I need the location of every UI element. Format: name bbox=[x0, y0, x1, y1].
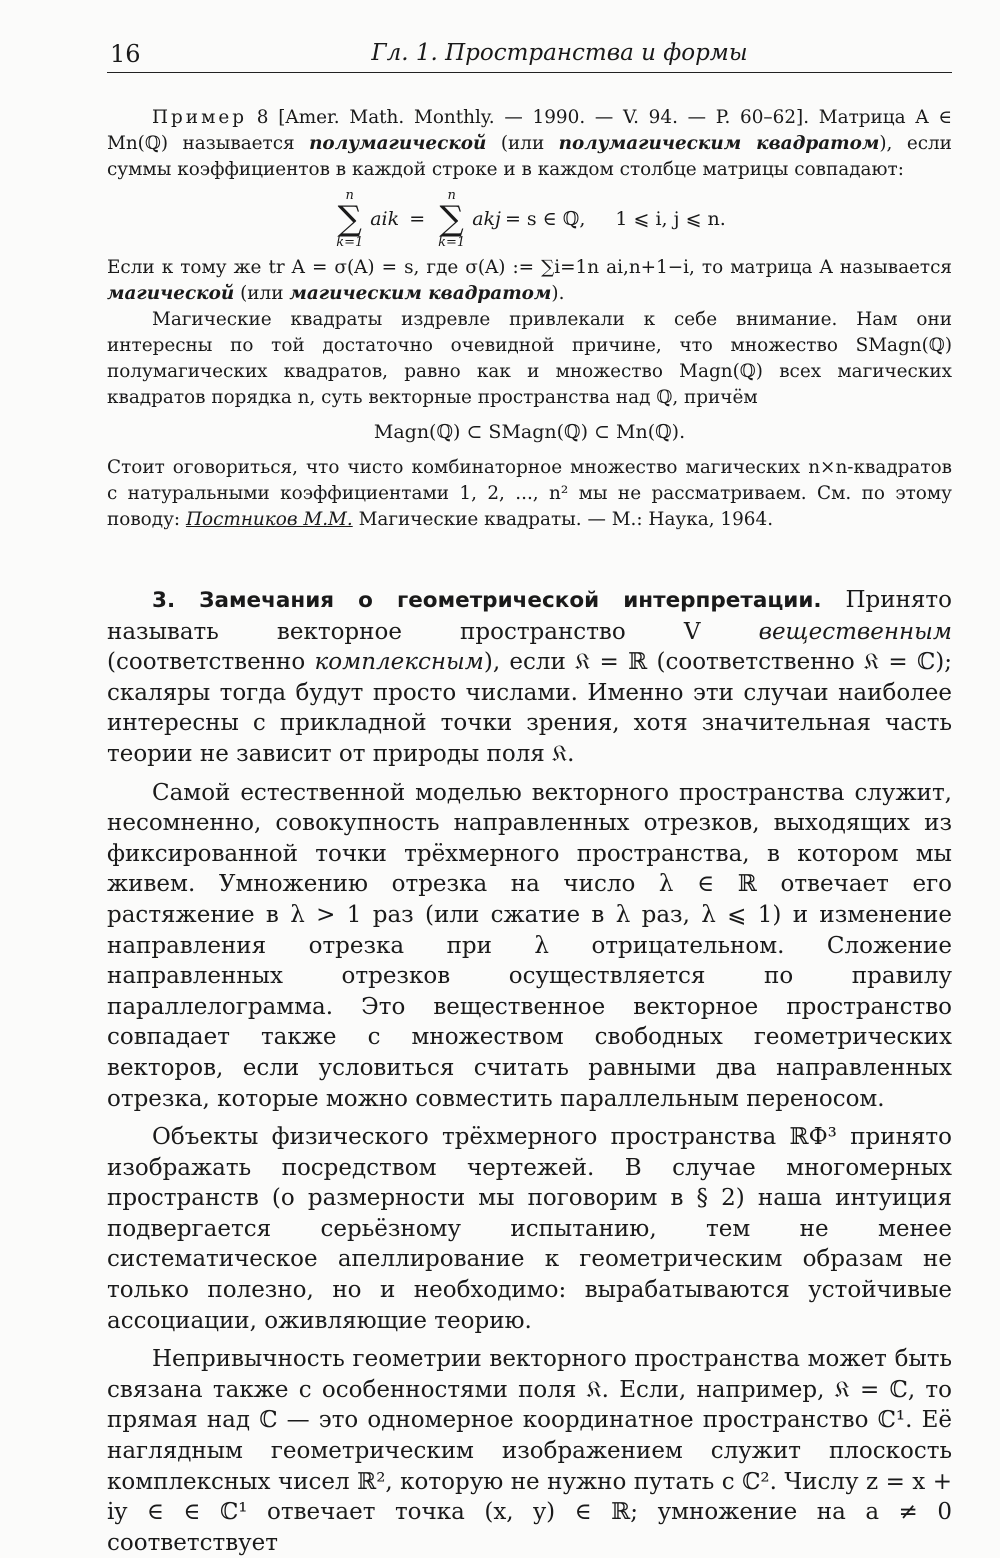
caveat-paragraph bbox=[107, 455, 952, 533]
term-magic-square: магическим квадратом bbox=[289, 283, 552, 304]
example-citation: [Amer. Math. Monthly. — 1990. — V. 94. — P. 60–62]. Матрица bbox=[278, 107, 906, 128]
formula-term-2: akj bbox=[472, 208, 501, 230]
magic-def-end: ). bbox=[551, 283, 565, 304]
objects-paragraph: Объекты физического трёхмерного пространства ℝФ³ принято изображать посредством чертежей. В случае многомерных пространств (о размерности мы поговорим в § 2) наша интуиция подвергается серьёзному испытанию, тем не менее систематическое апеллирование к геометрическим образам не только полезно, но и необходимо: вырабатываются устойчивые ассоциации, оживляющие теорию. bbox=[107, 1124, 952, 1334]
unusual-geometry-paragraph: Непривычность геометрии векторного пространства может быть связана также с особенностями поля 𝔎. Если, например, 𝔎 = ℂ, то прямая над ℂ — это одномерное координатное пространство ℂ¹. Её наглядным геометрическим изображением служит плоскость комплексных чисел ℝ², которую не нужно путать с ℂ². Числу z = x + iy ∈ ∈ ℂ¹ отвечает точка (x, y) ∈ ℝ; умножение на a ≠ 0 соответствует bbox=[107, 1346, 952, 1556]
sum-symbol-1: n ∑ k=1 bbox=[336, 188, 364, 250]
page-number: 16 bbox=[110, 40, 141, 68]
term-semimagic: полумагической bbox=[309, 133, 487, 154]
formula-inclusions: Magn(ℚ) ⊂ SMagn(ℚ) ⊂ Mn(ℚ). bbox=[373, 421, 686, 443]
section-3-text-2: (соответственно bbox=[107, 649, 306, 676]
section-3-title: 3. Замечания о геометрической интерпретации. bbox=[152, 588, 822, 613]
section-3-text-3: ), если 𝔎 = ℝ (соответственно 𝔎 = ℂ); скаляры тогда будут просто числами. Именно эти случаи наиболее интересны с прикладной точки зрения, хотя значительная часть теории не зависит от природы поля 𝔎. bbox=[107, 649, 952, 767]
term-magic: магической bbox=[107, 283, 235, 304]
sum-symbol-2: n ∑ k=1 bbox=[438, 188, 466, 250]
term-complex: комплексным bbox=[314, 649, 484, 676]
term-semimagic-square: полумагическим квадратом bbox=[558, 133, 880, 154]
example-line3: суммы коэффициентов в каждой строке и в каждом столбце матрицы совпадают: bbox=[107, 159, 904, 180]
formula-rhs: = s ∈ ℚ, bbox=[504, 208, 586, 230]
main-text bbox=[107, 585, 952, 1558]
term-real: вещественным bbox=[758, 618, 952, 645]
magic-squares-paragraph: Магические квадраты издревле привлекали к себе внимание. Нам они интересны по той достаточно очевидной причине, что множество SMagn(ℚ) полумагических квадратов, равно как и множество Magn(ℚ) всех магических квадратов порядка n, суть векторные пространства над ℚ, причём bbox=[107, 309, 952, 408]
example-label: Пример bbox=[152, 107, 248, 128]
section-3-paragraph bbox=[107, 585, 952, 770]
magic-def-mid: (или bbox=[240, 283, 284, 304]
formula-term-1: aik bbox=[370, 208, 400, 230]
section-3-text-1: Принято называть векторное пространство V bbox=[107, 587, 953, 645]
magic-definition bbox=[107, 255, 952, 307]
example-line2-start: A ∈ Mn(ℚ) называется bbox=[107, 107, 952, 154]
running-header bbox=[107, 40, 952, 73]
example-number: 8 bbox=[256, 107, 269, 128]
formula-row-col-sums: n ∑ k=1 aik = n ∑ k=1 akj = s ∈ ℚ, 1 ⩽ i, j ⩽ n. bbox=[336, 188, 726, 250]
example-line2-mid: (или bbox=[500, 133, 545, 154]
reference-author: Постников М.М. bbox=[185, 509, 353, 530]
caveat-text: Стоит оговориться, что чисто комбинаторное множество магических n×n-квадратов с натуральными коэффициентами 1, 2, ..., n² мы не рассматриваем. См. по этому поводу: bbox=[107, 457, 952, 530]
example-line2-end: ), если bbox=[879, 133, 952, 154]
model-paragraph: Самой естественной моделью векторного пространства служит, несомненно, совокупность направленных отрезков, выходящих из фиксированной точки трёхмерного пространства, в котором мы живем. Умножению отрезка на число λ ∈ ℝ отвечает его растяжение в λ > 1 раз (или сжатие в λ раз, λ ⩽ 1) и изменение направления отрезка при λ отрицательном. Сложение направленных отрезков осуществляется по правилу параллелограмма. Это вещественное векторное пространство совпадает также с множеством свободных геометрических векторов, если условиться считать равными два направленных отрезка, которые можно совместить параллельным переносом. bbox=[107, 779, 952, 1112]
formula-condition: 1 ⩽ i, j ⩽ n. bbox=[615, 208, 726, 230]
running-title: Гл. 1. Пространства и формы bbox=[371, 40, 748, 66]
magic-def-text: Если к тому же tr A = σ(A) = s, где σ(A) := ∑i=1n ai,n+1−i, то матрица A называется bbox=[107, 257, 952, 278]
caveat-end: Магические квадраты. — М.: Наука, 1964. bbox=[358, 509, 774, 530]
example-block bbox=[107, 105, 952, 533]
example-paragraph bbox=[107, 105, 952, 183]
